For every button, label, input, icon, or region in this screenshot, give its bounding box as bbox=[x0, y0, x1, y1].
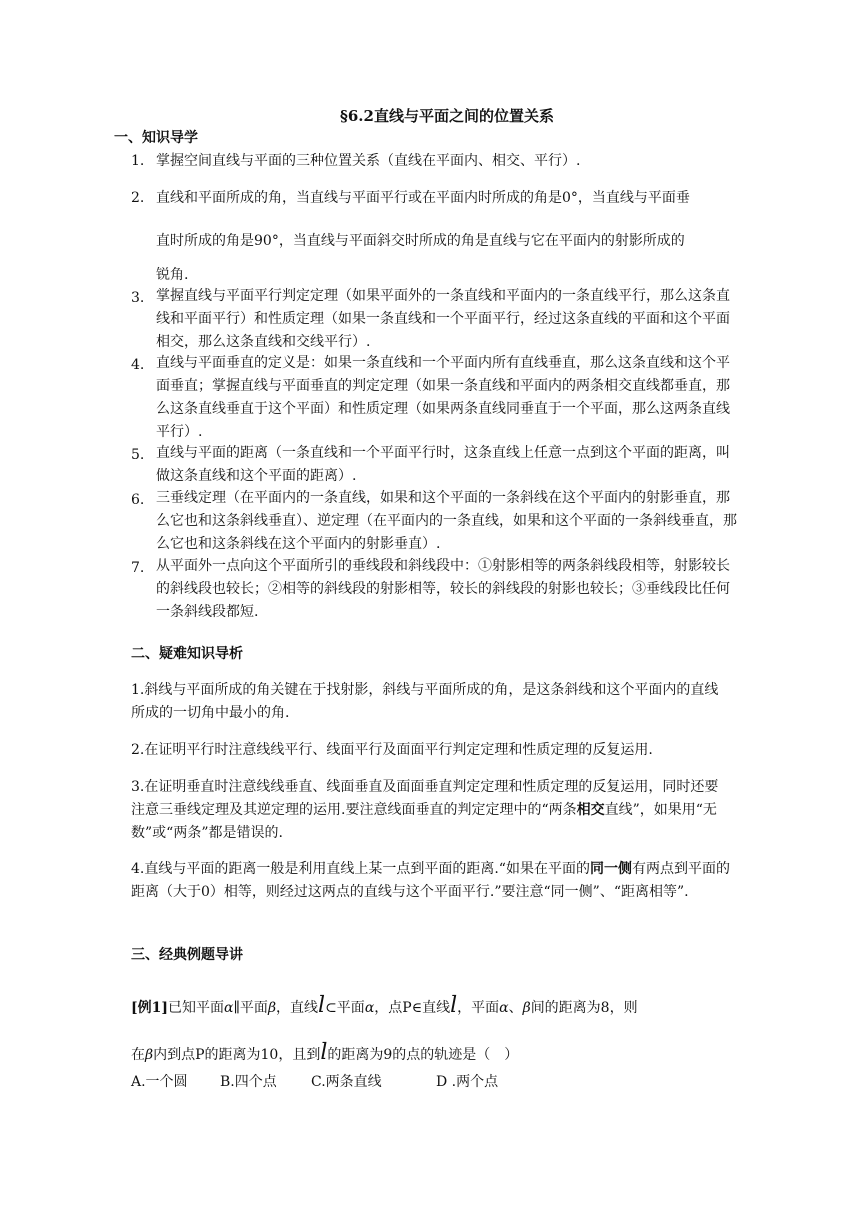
item-4-text: 直线与平面垂直的定义是：如果一条直线和一个平面内所有直线垂直，那么这条直线和这个平面垂直；掌握直线与平面垂直的判定定理（如果一条直线和平面内的两条相交直线都垂直，那么这条直线垂直于这个平面）和性质定理（如果两条直线同垂直于一个平面，那么这两条直线平行）. bbox=[156, 355, 730, 440]
item-2-line-3: 锐角. bbox=[156, 267, 189, 283]
emphasis-xiangjiao: 相交 bbox=[576, 802, 605, 818]
item-2-line-2: 直时所成的角是90°，当直线与平面斜交时所成的角是直线与它在平面内的射影所成的 bbox=[156, 233, 685, 249]
option-d: D .两个点 bbox=[436, 1074, 499, 1090]
item-5-text: 直线与平面的距离（一条直线和一个平面平行时，这条直线上任意一点到这个平面的距离，叫做这条直线和这个平面的距离）. bbox=[156, 445, 730, 484]
analysis-paragraph-4: 4.直线与平面的距离一般是利用直线上某一点到平面的距离.“如果在平面的同一侧有两点到平面的距离（大于0）相等，则经过这两点的直线与这个平面平行.”要注意“同一侧”、“距离相等”. bbox=[131, 861, 730, 900]
item-7-number: 7. bbox=[131, 560, 145, 576]
analysis-paragraph-1: 1.斜线与平面所成的角关键在于找射影，斜线与平面所成的角，是这条斜线和这个平面内的直线所成的一切角中最小的角. bbox=[131, 682, 719, 721]
item-6-number: 6. bbox=[131, 492, 145, 508]
option-c: C.两条直线 bbox=[311, 1074, 382, 1090]
option-b: B.四个点 bbox=[220, 1074, 277, 1090]
section-1-heading: 一、知识导学 bbox=[114, 130, 198, 146]
item-4-number: 4. bbox=[131, 357, 145, 373]
item-2-number: 2. bbox=[131, 190, 145, 206]
item-1-text: 掌握空间直线与平面的三种位置关系（直线在平面内、相交、平行）. bbox=[156, 153, 581, 169]
item-7-text: 从平面外一点向这个平面所引的垂线段和斜线段中：①射影相等的两条斜线段相等，射影较长的斜线段也较长；②相等的斜线段的射影相等，较长的斜线段的射影也较长；③垂线段比任何一条斜线段都短. bbox=[156, 558, 730, 620]
emphasis-tongyice: 同一侧 bbox=[589, 861, 632, 877]
page-title: §6.2直线与平面之间的位置关系 bbox=[340, 107, 554, 125]
item-3-number: 3. bbox=[131, 290, 145, 306]
example-1-line-2: 在β内到点P的距离为10，且到l的距离为9的点的轨迹是（ ） bbox=[131, 1040, 519, 1065]
item-3-text: 掌握直线与平面平行判定定理（如果平面外的一条直线和平面内的一条直线平行，那么这条直线和平面平行）和性质定理（如果一条直线和一个平面平行，经过这条直线的平面和这个平面相交，那么这条直线和交线平行）. bbox=[156, 288, 730, 350]
item-5-number: 5. bbox=[131, 447, 145, 463]
analysis-paragraph-3: 3.在证明垂直时注意线线垂直、线面垂直及面面垂直判定定理和性质定理的反复运用，同时还要注意三垂线定理及其逆定理的运用.要注意线面垂直的判定定理中的“两条相交直线”，如果用“无数”或“两条”都是错误的. bbox=[131, 779, 719, 841]
example-1-line-1: [例1]已知平面α∥平面β，直线l⊂平面α，点P∈直线l，平面α、β间的距离为8，则 bbox=[131, 993, 638, 1018]
section-2-heading: 二、疑难知识导析 bbox=[131, 646, 243, 662]
analysis-paragraph-2: 2.在证明平行时注意线线平行、线面平行及面面平行判定定理和性质定理的反复运用. bbox=[131, 742, 653, 758]
section-3-heading: 三、经典例题导讲 bbox=[131, 947, 243, 963]
item-6-text: 三垂线定理（在平面内的一条直线，如果和这个平面的一条斜线在这个平面内的射影垂直，那么它也和这条斜线垂直）、逆定理（在平面内的一条直线，如果和这个平面的一条斜线垂直，那么它也和这条斜线在这个平面内的射影垂直）. bbox=[156, 490, 737, 552]
item-2-line-1: 直线和平面所成的角，当直线与平面平行或在平面内时所成的角是0°，当直线与平面垂 bbox=[156, 190, 690, 206]
example-label: [例1] bbox=[131, 1000, 168, 1016]
item-1-number: 1. bbox=[131, 153, 145, 169]
option-a: A.一个圆 bbox=[131, 1074, 188, 1090]
